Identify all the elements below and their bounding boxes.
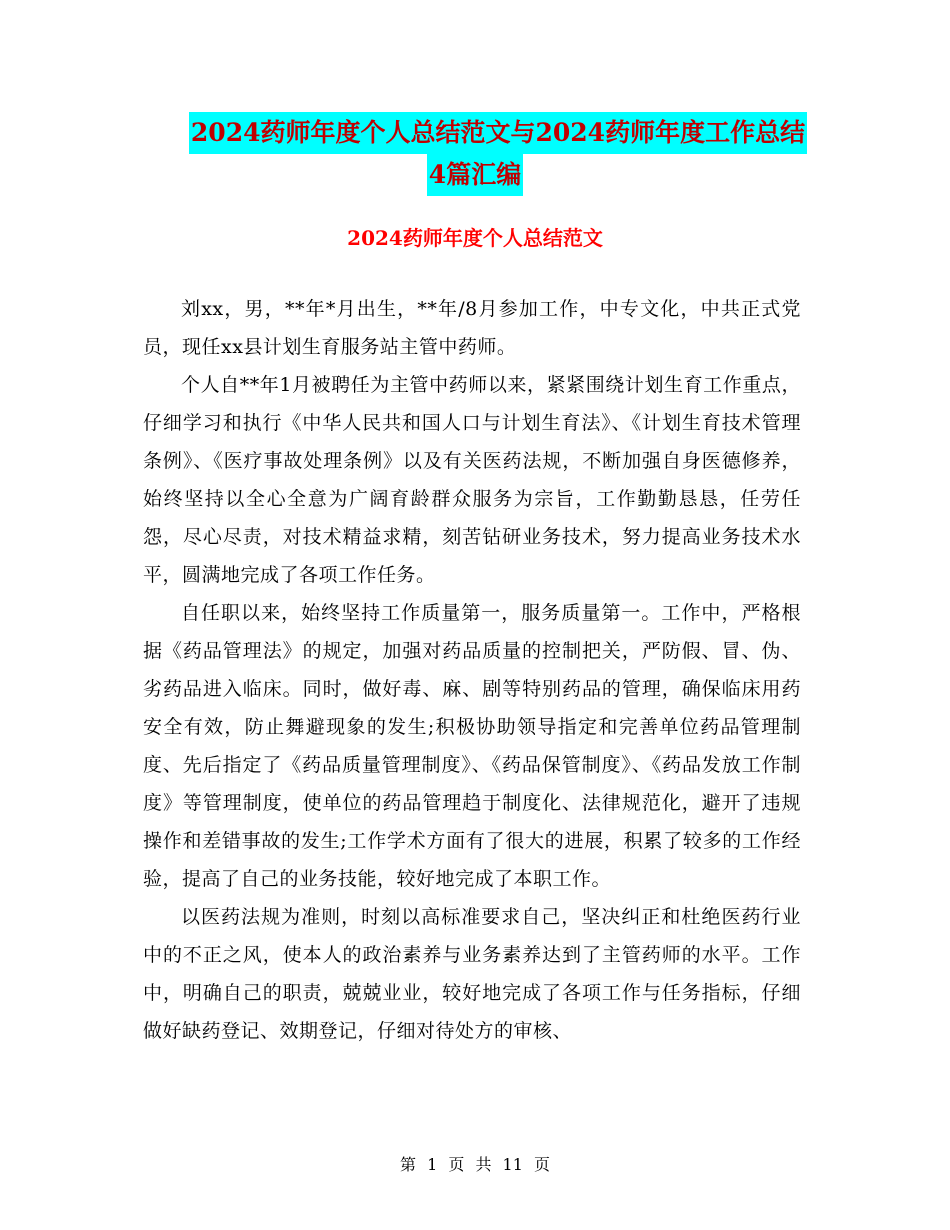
paragraph-3: 自任职以来，始终坚持工作质量第一，服务质量第一。工作中，严格根据《药品管理法》的规定，加强对药品质量的控制把关，严防假、冒、伪、劣药品进入临床。同时，做好毒、麻、剧等特别药品的管理，确保临床用药安全有效，防止舞避现象的发生;积极协助领导指定和完善单位药品管理制度、先后指定了《药品质量管理制度》、《药品保管制度》、《药品发放工作制度》等管理制度，使单位的药品管理趋于制度化、法律规范化，避开了违规操作和差错事故的发生;工作学术方面有了很大的进展，积累了较多的工作经验，提高了自己的业务技能，较好地完成了本职工作。 [143,602,801,890]
section-title: 2024药师年度个人总结范文 [347,226,603,250]
page-number-footer: 第 1 页 共 11 页 [400,1155,550,1174]
document-title [0,112,950,196]
document-body [143,290,801,1050]
document-title-line-2: 4篇汇编 [427,154,523,196]
document-title-line-1: 2024药师年度个人总结范文与2024药师年度工作总结 [189,112,807,154]
paragraph-2: 个人自**年1月被聘任为主管中药师以来，紧紧围绕计划生育工作重点，仔细学习和执行《中华人民共和国人口与计划生育法》、《计划生育技术管理条例》、《医疗事故处理条例》以及有关医药法规，不断加强自身医德修养，始终坚持以全心全意为广阔育龄群众服务为宗旨，工作勤勤恳恳，任劳任怨，尽心尽责，对技术精益求精，刻苦钻研业务技术，努力提高业务技术水平，圆满地完成了各项工作任务。 [143,374,801,586]
paragraph-1: 刘xx，男，**年*月出生，**年/8月参加工作，中专文化，中共正式党员，现任xx县计划生育服务站主管中药师。 [143,298,801,358]
paragraph-4: 以医药法规为准则，时刻以高标准要求自己，坚决纠正和杜绝医药行业中的不正之风，使本人的政治素养与业务素养达到了主管药师的水平。工作中，明确自己的职责，兢兢业业，较好地完成了各项工作与任务指标，仔细做好缺药登记、效期登记，仔细对待处方的审核、 [143,906,801,1042]
